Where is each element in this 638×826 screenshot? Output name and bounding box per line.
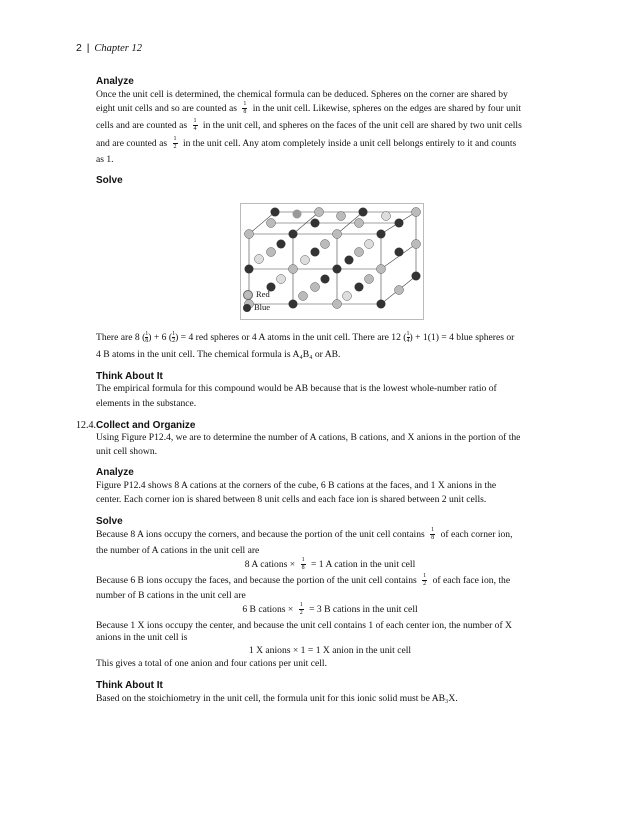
solve-line: Because 1 X ions occupy the center, and because the unit cell contains 1 of each center ion, the number of X (96, 620, 512, 631)
text-fragment: + 1(1) = 4 blue spheres or (415, 332, 515, 343)
think-heading: Think About It (96, 680, 163, 691)
text-fragment: of each face ion, the (432, 575, 511, 586)
figure-legend (243, 288, 270, 314)
text-fragment: Because 6 B ions occupy the faces, and because the portion of the unit cell contains (96, 575, 417, 586)
fraction: $\frac{1}{8}$ (145, 331, 149, 345)
fraction: $\frac{1}{4}$ (193, 118, 197, 133)
legend-red: Red (243, 288, 270, 301)
analyze-line: center. Each corner ion is shared between 8 unit cells and each face ion is shared between 2 unit cells. (96, 494, 487, 505)
solve-line (96, 573, 564, 588)
analyze-line (96, 118, 564, 133)
equation (96, 557, 564, 572)
analyze-line: Figure P12.4 shows 8 A cations at the corners of the cube, 6 B cations at the faces, and 1 X anions in the (96, 480, 497, 491)
solve-line (96, 527, 564, 542)
analyze-line: Once the unit cell is determined, the chemical formula can be deduced. Spheres on the corner are shared by (96, 89, 508, 100)
fraction: $\frac{1}{4}$ (406, 331, 410, 345)
page-header (76, 41, 142, 56)
solve-heading: Solve (96, 175, 123, 186)
text-fragment: + 6 (153, 332, 167, 343)
solve-line: 4 B atoms in the unit cell. The chemical formula is A₄B₄ or AB. (96, 349, 341, 360)
text-fragment: = 1 A cation in the unit cell (311, 559, 416, 570)
collect-line: unit cell shown. (96, 446, 158, 457)
text-fragment: Because 8 A ions occupy the corners, and because the portion of the unit cell contains (96, 529, 425, 540)
solve-heading: Solve (96, 516, 123, 527)
text-fragment: = 3 B cations in the unit cell (309, 604, 418, 615)
analyze-heading: Analyze (96, 76, 134, 87)
equation: 1 X anions × 1 = 1 X anion in the unit cell (248, 645, 412, 656)
fraction: $\frac{1}{2}$ (173, 136, 177, 151)
solve-line: There are 8 ( $\frac{1}{8}$ ) + 6 ( $\frac{1}{2}$ ) = 4 red spheres or 4 A atoms in the unit cell. There are 12 ( $\frac{1}{4}$ ) + 1(1) = 4 blue spheres or (96, 331, 515, 345)
text-fragment: eight unit cells and so are counted as (96, 103, 237, 114)
fraction: $\frac{1}{2}$ (299, 602, 303, 617)
analyze-line: as 1. (96, 154, 114, 165)
think-line: elements in the substance. (96, 398, 197, 409)
text-fragment: in the unit cell. Likewise, spheres on the edges are shared by four unit (252, 103, 522, 114)
blue-sphere-icon (243, 304, 251, 312)
think-line: The empirical formula for this compound would be AB because that is the lowest whole-number ratio of (96, 383, 497, 394)
solve-line: number of B cations in the unit cell are (96, 590, 246, 601)
text-fragment: and are counted as (96, 138, 168, 149)
analyze-line (96, 136, 564, 151)
fraction: $\frac{1}{2}$ (423, 573, 427, 588)
problem-number: 12.4. (76, 420, 96, 431)
text-fragment: 8 A cations × (244, 559, 296, 570)
solve-line: This gives a total of one anion and four cations per unit cell. (96, 658, 327, 669)
text-fragment: 6 B cations × (242, 604, 294, 615)
analyze-heading: Analyze (96, 467, 134, 478)
solve-line: anions in the unit cell is (96, 632, 188, 643)
red-sphere-icon (243, 290, 253, 300)
text-fragment: of each corner ion, (440, 529, 513, 540)
collect-line: Using Figure P12.4, we are to determine the number of A cations, B cations, and X anions in the portion of the (96, 432, 521, 443)
text-fragment: = 4 red spheres or 4 A atoms in the unit cell. There are 12 (180, 332, 401, 343)
text-fragment: There are 8 (96, 332, 140, 343)
legend-blue: Blue (243, 301, 270, 314)
fraction: $\frac{1}{8}$ (431, 527, 435, 542)
solve-line: the number of A cations in the unit cell are (96, 545, 260, 556)
page-number: 2 (76, 42, 82, 54)
header-separator: | (86, 42, 90, 54)
crystal-figure (240, 203, 424, 320)
text-fragment: in the unit cell. Any atom completely inside a unit cell belongs entirely to it and counts (182, 138, 517, 149)
think-heading: Think About It (96, 371, 163, 382)
think-line: Based on the stoichiometry in the unit cell, the formula unit for this ionic solid must be AB₃X. (96, 693, 458, 704)
collect-heading: Collect and Organize (96, 420, 196, 431)
analyze-line (96, 101, 564, 116)
fraction: $\frac{1}{2}$ (172, 331, 176, 345)
text-fragment: cells and are counted as (96, 120, 188, 131)
chapter-title: Chapter 12 (94, 43, 142, 54)
text-fragment: in the unit cell, and spheres on the faces of the unit cell are shared by two unit cells (202, 120, 522, 131)
fraction: $\frac{1}{8}$ (243, 101, 247, 116)
fraction: $\frac{1}{8}$ (301, 557, 305, 572)
equation (96, 602, 564, 617)
